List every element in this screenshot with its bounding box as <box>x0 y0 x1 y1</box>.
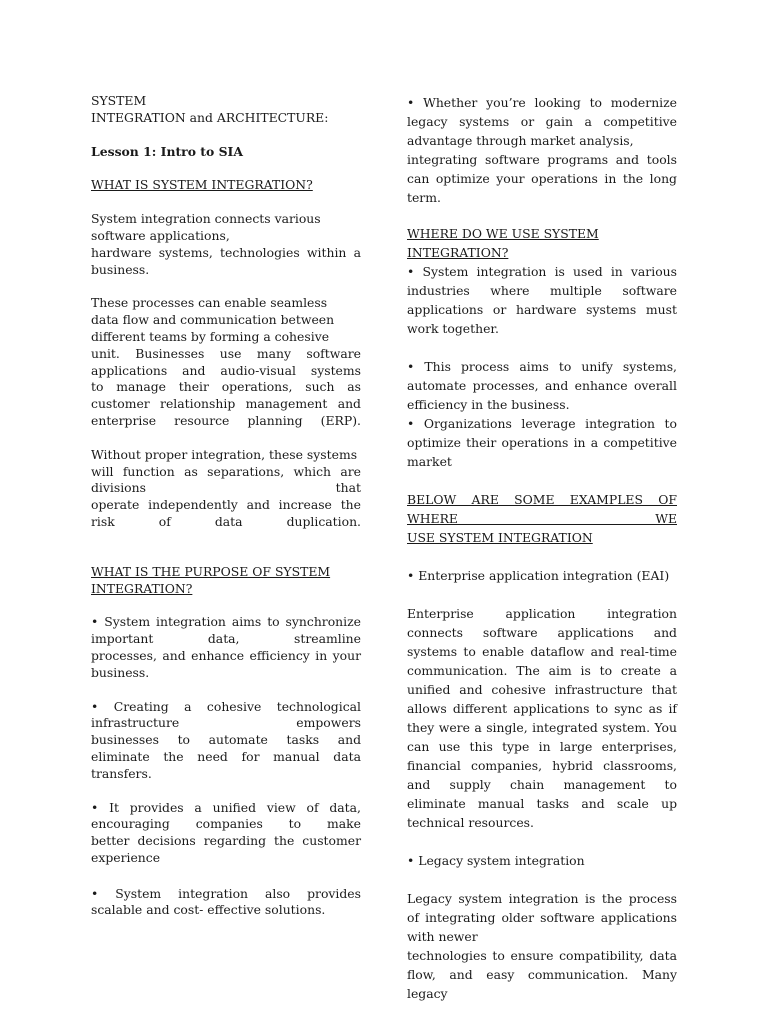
paragraph-line: • System integration also provides scalable and cost- effective solutions. <box>91 885 361 918</box>
paragraph-line: hardware systems, technologies within a business. <box>91 244 361 277</box>
heading-what-is-system-integration: WHAT IS SYSTEM INTEGRATION? <box>91 177 313 193</box>
paragraph-line: to manage their operations, such as customer relationship management and enterprise resource planning (ERP). <box>91 379 361 428</box>
paragraph-line: • Whether you’re looking to modernize legacy systems or gain a competitive advantage through market analysis, <box>407 95 677 148</box>
paragraph-line: • Creating a cohesive technological infrastructure empowers <box>91 698 361 731</box>
paragraph-line: operate independently and increase the risk of data duplication. <box>91 497 361 529</box>
bullet-leverage-integration: • Organizations leverage integration to optimize their operations in a competitive market <box>407 416 677 469</box>
heading-where-do-we-use: WHERE DO WE USE SYSTEM INTEGRATION? <box>407 226 599 260</box>
paragraph-line: businesses to automate tasks and eliminate the need for manual data <box>91 732 361 764</box>
paragraph-line: Without proper integration, these systems <box>91 446 358 462</box>
left-column <box>91 93 361 919</box>
document-title-line-1: SYSTEM <box>91 93 147 108</box>
right-column <box>407 93 677 1003</box>
paragraph-line: Legacy system integration is the process of integrating older software applications with newer <box>407 891 677 944</box>
bullet-unified-view <box>91 800 361 867</box>
paragraph-modernize-legacy <box>407 93 677 207</box>
bullet-scalable <box>91 886 361 920</box>
heading-purpose-of-system-integration: WHAT IS THE PURPOSE OF SYSTEM INTEGRATION? <box>91 563 331 596</box>
paragraph-line: integrating software programs and tools can optimize your operations in the long term. <box>407 152 677 205</box>
bullet-synchronize <box>91 614 361 681</box>
heading-examples-line-2: USE SYSTEM INTEGRATION <box>407 530 593 545</box>
paragraph-line: processes, and enhance efficiency in your business. <box>91 647 361 680</box>
paragraph-line: System integration connects various software applications, <box>91 211 321 243</box>
paragraph-line: These processes can enable seamless <box>91 295 328 311</box>
paragraph-line: different teams by forming a cohesive <box>91 328 330 344</box>
paragraph-processes <box>91 295 361 429</box>
paragraph-definition <box>91 211 361 278</box>
lesson-heading: Lesson 1: Intro to SIA <box>91 143 243 159</box>
bullet-eai: • Enterprise application integration (EAI) <box>407 568 670 583</box>
bullet-cohesive-infrastructure <box>91 699 361 783</box>
paragraph-eai: Enterprise application integration connects software applications and systems to enable dataflow and real-time communication. The aim is to create a unified and cohesive infrastructure that allows different applications to sync as if they were a single, integrated system. You can use this type in large enterprises, financial companies, hybrid classrooms, and supply chain management to eliminate manual tasks and scale up technical resources. <box>407 606 677 830</box>
bullet-legacy-system-integration: • Legacy system integration <box>407 853 585 868</box>
bullet-used-in-industries: • System integration is used in various industries where multiple software applications or hardware systems must work together. <box>407 264 677 336</box>
paragraph-line: better decisions regarding the customer experience <box>91 833 361 865</box>
paragraph-line: will function as separations, which are divisions that <box>91 463 361 496</box>
paragraph-line: • System integration aims to synchronize important data, streamline <box>91 614 361 647</box>
document-title-line-2: INTEGRATION and ARCHITECTURE: <box>91 109 329 125</box>
paragraph-line: • It provides a unified view of data, encouraging companies to make <box>91 799 361 832</box>
paragraph-legacy <box>407 889 677 1003</box>
paragraph-line: transfers. <box>91 765 152 781</box>
paragraph-line: unit. Businesses use many software applications and audio-visual systems <box>91 345 361 378</box>
paragraph-line: technologies to ensure compatibility, data flow, and easy communication. Many legacy <box>407 948 677 1001</box>
bullet-unify-systems: • This process aims to unify systems, automate processes, and enhance overall efficiency in the business. <box>407 359 677 412</box>
paragraph-without-integration <box>91 447 361 531</box>
paragraph-line: data flow and communication between <box>91 312 335 328</box>
heading-examples-line-1: BELOW ARE SOME EXAMPLES OF WHERE WE <box>407 492 677 526</box>
